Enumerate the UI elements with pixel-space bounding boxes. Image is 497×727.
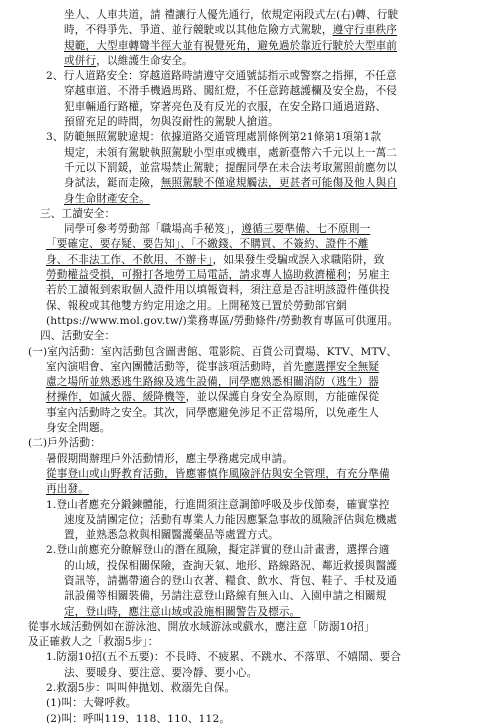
text-line bbox=[28, 115, 477, 130]
text-line bbox=[28, 559, 477, 574]
text-segment: (https://www.mol.gov.tw/)業務專區/勞動條件/勞動教育專區可供運用。 bbox=[46, 314, 399, 327]
text-segment: 訊設備等相關裝備，另請注意登山路線有無入山、入園申請之相關規 bbox=[64, 590, 387, 603]
text-line bbox=[28, 192, 477, 207]
text-segment: 的山域，投保相關保險，查詢天氣、地形、路線路況、鄰近救援與醫護 bbox=[64, 559, 398, 572]
text-line bbox=[28, 696, 477, 711]
text-segment: 穿越車道、不滑手機過馬路、闖紅燈，不任意跨越護欄及安全島，不侵 bbox=[64, 85, 398, 98]
underlined-text: 遵循三要準備、七不原則一 bbox=[241, 223, 371, 236]
text-line bbox=[28, 299, 477, 314]
text-segment: 2.登山前應充分瞭解登山的潛在風險，擬定詳實的登山計畫書，選擇合適 bbox=[46, 544, 390, 557]
text-line bbox=[28, 635, 477, 650]
text-segment: (一)室內活動：室內活動包含圖書館、電影院、百貨公司賣場、KTV、MTV、 bbox=[28, 345, 398, 358]
text-segment: 法、要暖身、要注意、要冷靜、要小心。 bbox=[64, 666, 258, 679]
text-line bbox=[28, 146, 477, 161]
text-line bbox=[28, 268, 477, 283]
text-line bbox=[28, 712, 477, 727]
text-line bbox=[28, 436, 477, 451]
text-segment: 保、報稅或其他雙方約定用途之用。上開秘笈已置於勞動部官網 bbox=[46, 299, 347, 312]
text-segment: 及正確救人之「救溺5步」： bbox=[28, 636, 159, 649]
underlined-text: 勞動權益受損 bbox=[46, 269, 111, 282]
underlined-text: 再出發。 bbox=[46, 483, 89, 496]
text-segment: ，如果發生受騙或誤入求職陷阱，致 bbox=[212, 253, 385, 266]
text-segment: 室內演唱會、室內團體活動等，從事該項活動時，首先 bbox=[46, 360, 304, 373]
text-line bbox=[28, 574, 477, 589]
text-segment: ，以維護生命安全。 bbox=[96, 54, 193, 67]
underlined-text: ，可撥打各地勞工局電話，請求專人協助救濟權利 bbox=[110, 269, 347, 282]
text-segment: 速度及請團定位；活動有專業人力能因應緊急事故的風險評估與危機處 bbox=[64, 513, 398, 526]
text-line bbox=[28, 360, 477, 375]
text-segment: 身安全問題。 bbox=[46, 422, 111, 435]
text-segment: (2)叫：呼叫119、118、110、112。 bbox=[46, 712, 231, 725]
text-segment: 2、行人道路安全：穿越道路時請遵守交通號誌指示或警察之指揮，不任意 bbox=[46, 70, 397, 83]
text-line bbox=[28, 84, 477, 99]
text-segment: 若於工讀報到索取個人證件用以填報資料，須注意是否註明該證件僅供投 bbox=[46, 284, 390, 297]
text-line bbox=[28, 69, 477, 84]
text-segment: ；另雇主 bbox=[346, 269, 390, 282]
text-segment: (1)叫：大聲呼救。 bbox=[46, 697, 137, 710]
text-line bbox=[28, 666, 477, 681]
text-segment: 三、工讀安全： bbox=[40, 207, 116, 220]
text-line bbox=[28, 528, 477, 543]
text-line bbox=[28, 543, 477, 558]
text-segment: 犯車輛通行路權，穿著亮色及有反光的衣服，在安全路口通過道路、 bbox=[64, 100, 387, 113]
text-line bbox=[28, 375, 477, 390]
text-segment: 時，不得爭先、爭道、並行競駛或以其他危險方式駕駛， bbox=[64, 24, 333, 37]
underlined-text: 遵守行車秩序 bbox=[332, 24, 398, 37]
text-line bbox=[28, 329, 477, 344]
text-segment: 坐人、人車共道，請 禮讓行人優先通行，依規定兩段式左(右)轉、行駛 bbox=[64, 9, 399, 21]
text-segment: 千元以下罰鍰，並當場禁止駕駛；提醒同學在未合法考取駕照前應勿以 bbox=[64, 161, 398, 174]
text-segment: 規定，未領有駕駛執照駕駛小型車或機車，處新臺幣六千元以上一萬二 bbox=[64, 146, 398, 159]
text-segment: 從事水域活動例如在游泳池、開放水域游泳或戲水，應注意「防溺10招」 bbox=[28, 620, 375, 633]
underlined-text: 應選擇安全無疑 bbox=[303, 360, 380, 373]
text-line bbox=[28, 605, 477, 620]
underlined-text: 從事登山或山野教育活動，皆應審慎作風險評估與安全管理，有充分準備 bbox=[46, 467, 390, 480]
text-line bbox=[28, 176, 477, 191]
text-line bbox=[28, 513, 477, 528]
text-line bbox=[28, 314, 477, 329]
text-line bbox=[28, 253, 477, 268]
text-line bbox=[28, 237, 477, 252]
underlined-text: 定，登山時，應注意山域或設施相關警告及標示。 bbox=[64, 605, 301, 618]
text-line bbox=[28, 498, 477, 513]
text-line bbox=[28, 681, 477, 696]
text-segment: 1.登山者應充分鍛鍊體能，行進間須注意調節呼吸及步伐節奏，確實掌控 bbox=[46, 498, 390, 511]
text-line bbox=[28, 345, 477, 360]
text-line bbox=[28, 222, 477, 237]
text-segment: 2.救溺5步：叫叫伸拋划、救溺先自保。 bbox=[46, 682, 236, 695]
text-segment: 3、防範無照駕駛違規：依據道路交通管理處罰條例第21條第1項第1款 bbox=[46, 131, 382, 144]
text-line bbox=[28, 482, 477, 497]
text-line bbox=[28, 23, 477, 38]
text-line bbox=[28, 100, 477, 115]
text-segment: 四、活動安全： bbox=[40, 330, 116, 343]
text-segment: 預留充足的時間，勿與沒耐性的駕駛人搶道。 bbox=[64, 116, 279, 129]
text-segment: 同學可參考勞動部「職場高手秘笈」， bbox=[64, 223, 242, 236]
text-line bbox=[28, 130, 477, 145]
text-line bbox=[28, 39, 477, 54]
text-segment: 置，並熟悉急救與相關醫護藥品等處置方式。 bbox=[64, 529, 279, 542]
underlined-text: 身、不非法工作、不飲用、不辦卡」 bbox=[46, 253, 213, 266]
underlined-text: 無照駕駛不僅違規觸法，更甚者可能傷及他人與自 bbox=[160, 177, 398, 190]
text-line bbox=[28, 54, 477, 69]
text-line bbox=[28, 620, 477, 635]
text-line bbox=[28, 467, 477, 482]
text-line bbox=[28, 207, 477, 222]
underlined-text: 「要確定、要存疑、要告知」、「不繳錢、不購買、不簽約、證件不離 bbox=[46, 238, 369, 251]
text-line bbox=[28, 452, 477, 467]
text-segment: ，並以保護自身安全為原則，方能確保從 bbox=[185, 391, 380, 404]
text-segment: 身試法，鋌而走險， bbox=[64, 177, 161, 190]
text-segment: 暑假期間辦理戶外活動情形，應主學務處完成申請。 bbox=[46, 452, 294, 465]
text-line bbox=[28, 650, 477, 665]
text-line bbox=[28, 283, 477, 298]
text-segment: 資訊等，請攜帶適合的登山衣著、糧食、飲水、背包、鞋子、手杖及通 bbox=[64, 574, 398, 587]
text-segment: (二)戶外活動： bbox=[28, 437, 102, 450]
underlined-text: 規範，大型車轉彎半徑大並有視覺死角，避免過於靠近行駛於大型車前 bbox=[64, 39, 398, 52]
underlined-text: 或併行 bbox=[64, 54, 97, 67]
text-line bbox=[28, 589, 477, 604]
text-segment: 事室內活動時之安全。其次，同學應避免涉足不正當場所，以免產生人 bbox=[46, 406, 380, 419]
text-segment: 1.防溺10招(五不五要)：不長時、不疲累、不跳水、不落單、不嬉鬧、要合 bbox=[46, 651, 402, 664]
underlined-text: 慮之場所並熟悉逃生路線及逃生設備，同學應熟悉相關消防（逃生）器 bbox=[46, 376, 380, 389]
text-line bbox=[28, 421, 477, 436]
text-line bbox=[28, 161, 477, 176]
text-line bbox=[28, 8, 477, 23]
underlined-text: 身生命財產安全。 bbox=[64, 192, 150, 205]
underlined-text: 材操作，如滅火器、緩降機等 bbox=[46, 391, 186, 404]
text-line bbox=[28, 390, 477, 405]
text-line bbox=[28, 406, 477, 421]
